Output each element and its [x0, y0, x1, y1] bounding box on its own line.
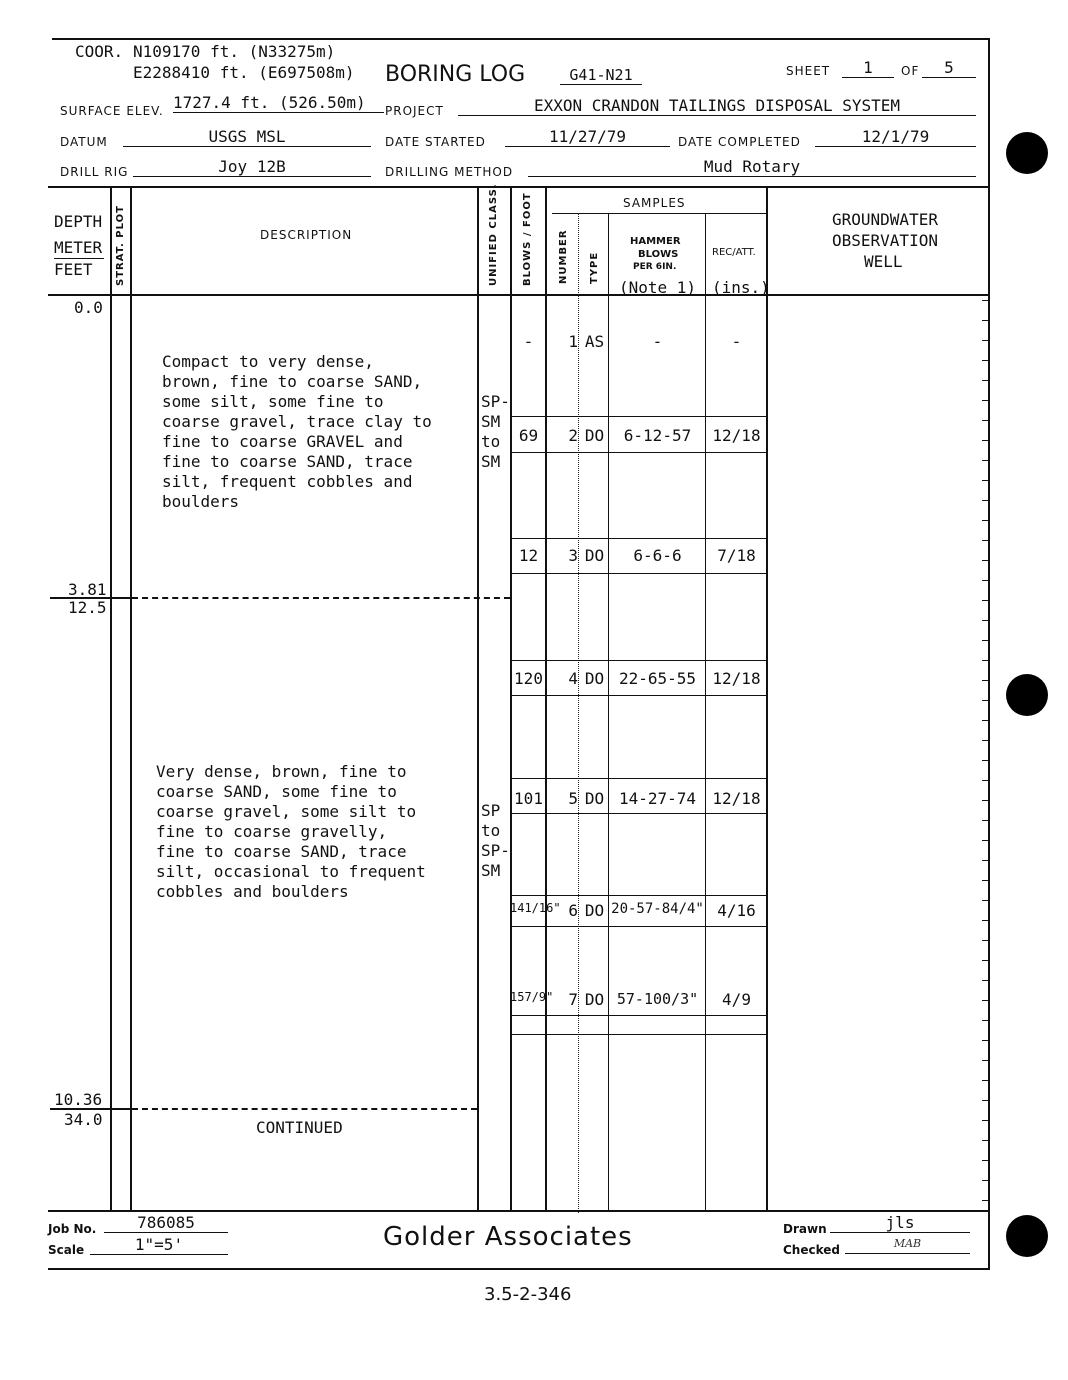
sample-2-blows: 69	[518, 426, 539, 445]
frame-top	[52, 38, 990, 40]
date-started-value: 11/27/79	[505, 127, 670, 147]
sample-3-rec: 7/18	[717, 546, 756, 565]
sample-6-type: DO	[584, 901, 605, 920]
col-line-strat-right	[130, 186, 132, 1211]
sample-3-hammer: 6-6-6	[633, 546, 682, 565]
depth-mid-feet: 12.5	[68, 598, 107, 617]
samples-subheader-line	[552, 213, 768, 214]
depth-mid-meter: 3.81	[68, 580, 107, 599]
depth-bottom-feet: 34.0	[64, 1110, 103, 1129]
drill-rig-value: Joy 12B	[133, 157, 371, 177]
description-heading: DESCRIPTION	[260, 228, 353, 242]
sheet-total: 5	[922, 58, 976, 78]
stratum-2-class: SP to SP- SM	[481, 801, 510, 880]
blows-heading: BLOWS	[638, 249, 679, 260]
blows-foot-heading: BLOWS / FOOT	[522, 192, 533, 286]
binder-hole-middle	[1006, 674, 1048, 716]
rec-units-heading: (ins.)	[712, 278, 770, 297]
well-heading: WELL	[864, 252, 903, 271]
sample-3-blows: 12	[518, 546, 539, 565]
of-label: OF	[901, 64, 920, 78]
coor-east: E2288410 ft. (E697508m)	[133, 63, 355, 82]
project-label: PROJECT	[385, 104, 444, 118]
drilling-method-label: DRILLING METHOD	[385, 165, 514, 179]
sample-7-rec: 4/9	[722, 990, 751, 1009]
project-value: EXXON CRANDON TAILINGS DISPOSAL SYSTEM	[458, 96, 976, 116]
sample-6-number: 6	[568, 901, 578, 920]
drilling-method-value: Mud Rotary	[528, 157, 976, 177]
meter-heading: METER	[54, 238, 103, 257]
scale-value: 1"=5'	[90, 1235, 228, 1255]
sample-6-rec: 4/16	[717, 901, 756, 920]
depth-top-feet: 0.0	[74, 298, 103, 317]
sample-1-rec: -	[731, 332, 742, 351]
sample-3-number: 3	[568, 546, 578, 565]
date-started-label: DATE STARTED	[385, 135, 486, 149]
col-line-desc-right	[477, 186, 479, 1211]
drawn-label: Drawn	[783, 1222, 827, 1236]
sample-4-rec: 12/18	[712, 669, 761, 688]
groundwater-heading: GROUNDWATER	[832, 210, 938, 229]
sample-2-hammer: 6-12-57	[623, 426, 692, 445]
col-line-blows-right	[545, 186, 547, 1211]
sample-4-hammer: 22-65-55	[618, 669, 697, 688]
sample-7-blows: 157/9"	[510, 990, 554, 1004]
sample-7-hammer: 57-100/3"	[616, 990, 699, 1008]
binder-hole-top	[1006, 132, 1048, 174]
stratum-2-description: Very dense, brown, fine to coarse SAND, some fine to coarse gravel, some silt to fine to coarse gravelly, fine to coarse SAND, trace silt, occasional to frequent cobbles and boulders	[156, 762, 426, 901]
datum-label: DATUM	[60, 135, 108, 149]
sample-1-blows: -	[523, 332, 534, 351]
sheet-label: SHEET	[786, 64, 831, 78]
unified-class-heading: UNIFIED CLASS.	[488, 183, 499, 286]
checked-initials: MAB	[845, 1237, 970, 1254]
stratum-1-class: SP- SM to SM	[481, 392, 510, 471]
table-header-top	[48, 186, 988, 188]
strat-plot-heading: STRAT. PLOT	[115, 205, 126, 286]
type-heading: TYPE	[589, 251, 600, 284]
sample-4-number: 4	[568, 669, 578, 688]
drawn-value: jls	[830, 1213, 970, 1233]
sample-7-number: 7	[568, 990, 578, 1009]
rec-att-heading: REC/ATT.	[712, 247, 756, 258]
depth-heading: DEPTH	[54, 212, 103, 231]
feet-heading: FEET	[54, 260, 93, 279]
log-id: G41-N21	[560, 66, 642, 85]
date-completed-label: DATE COMPLETED	[678, 135, 801, 149]
hammer-heading: HAMMER	[630, 236, 681, 247]
sample-4-type: DO	[584, 669, 605, 688]
datum-value: USGS MSL	[123, 127, 371, 147]
coor-north: N109170 ft. (N33275m)	[133, 42, 336, 61]
note-1-heading: (Note 1)	[619, 278, 697, 297]
sample-5-rec: 12/18	[712, 789, 761, 808]
sample-1-number: 1	[568, 332, 578, 351]
sample-2-number: 2	[568, 426, 578, 445]
observation-heading: OBSERVATION	[832, 231, 938, 250]
sample-3-type: DO	[584, 546, 605, 565]
surface-elev-label: SURFACE ELEV.	[60, 104, 164, 118]
checked-label: Checked	[783, 1243, 840, 1257]
per-6in-heading: PER 6IN.	[633, 262, 677, 272]
page-number: 3.5-2-346	[484, 1284, 572, 1305]
sample-5-number: 5	[568, 789, 578, 808]
scale-label: Scale	[48, 1243, 85, 1257]
binder-hole-bottom	[1006, 1215, 1048, 1257]
stratum-boundary-2	[132, 1108, 477, 1110]
stratum-1-description: Compact to very dense, brown, fine to coarse SAND, some silt, some fine to coarse gravel, trace clay to fine to coarse GRAVEL and fine to coarse SAND, trace silt, frequent cobbles and boulders	[162, 352, 432, 511]
sample-1-type: AS	[584, 332, 605, 351]
date-completed-value: 12/1/79	[815, 127, 976, 147]
drill-rig-label: DRILL RIG	[60, 165, 129, 179]
table-header-bottom	[48, 294, 988, 296]
sample-7-type: DO	[584, 990, 605, 1009]
coor-label: COOR.	[75, 42, 124, 61]
depth-bottom-meter: 10.36	[54, 1090, 103, 1109]
stratum-boundary-1	[132, 597, 510, 599]
col-line-type-right	[608, 213, 609, 1211]
sample-2-type: DO	[584, 426, 605, 445]
sample-1-hammer: -	[652, 332, 663, 351]
sample-2-rec: 12/18	[712, 426, 761, 445]
col-line-number-right	[578, 213, 579, 1213]
col-line-strat-left	[110, 186, 112, 1211]
col-line-rec-right	[766, 186, 768, 1211]
samples-heading: SAMPLES	[623, 196, 686, 210]
col-line-hammer-right	[705, 213, 706, 1211]
company-name: Golder Associates	[383, 1222, 633, 1252]
sample-6-blows: 141/16"	[510, 901, 561, 915]
surface-elev-value: 1727.4 ft. (526.50m)	[173, 93, 384, 113]
continued-label: CONTINUED	[256, 1118, 343, 1137]
job-no-value: 786085	[104, 1213, 228, 1233]
frame-bottom	[48, 1268, 990, 1270]
sample-5-type: DO	[584, 789, 605, 808]
sample-6-hammer: 20-57-84/4"	[611, 901, 704, 917]
footer-top-line	[48, 1210, 988, 1212]
sample-4-blows: 120	[514, 669, 543, 688]
number-heading: NUMBER	[558, 229, 569, 284]
sheet-number: 1	[842, 58, 894, 78]
job-no-label: Job No.	[48, 1222, 97, 1236]
sample-5-hammer: 14-27-74	[618, 789, 697, 808]
scale-ticks	[982, 300, 990, 1205]
boring-log-title: BORING LOG	[385, 62, 526, 87]
sample-5-blows: 101	[514, 789, 543, 808]
